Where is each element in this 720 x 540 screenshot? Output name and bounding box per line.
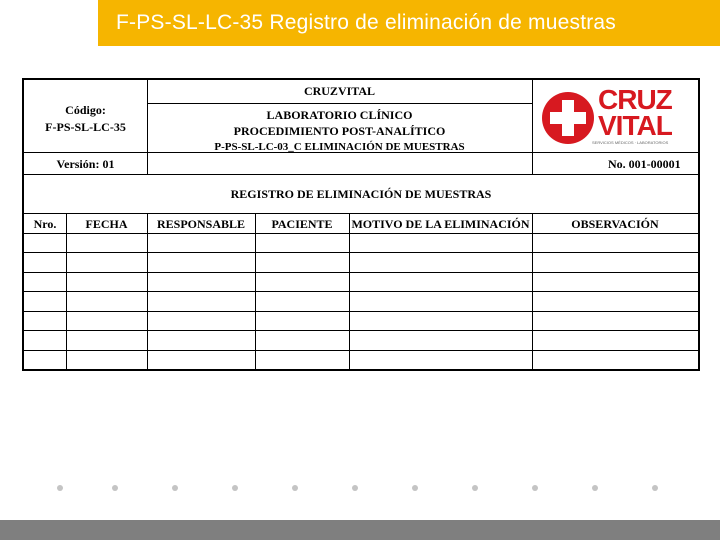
- column-header-motivo: MOTIVO DE LA ELIMINACIÓN: [351, 217, 530, 231]
- title-bar: [98, 0, 720, 46]
- codigo-label: Código:: [65, 103, 106, 117]
- decorative-dot: [652, 485, 658, 491]
- decorative-dot: [412, 485, 418, 491]
- table-row: [24, 311, 698, 312]
- decorative-dot: [112, 485, 118, 491]
- page-title: F-PS-SL-LC-35 Registro de eliminación de muestras: [116, 11, 616, 34]
- table-row: [24, 291, 698, 292]
- table-row: [24, 233, 698, 234]
- elimination-form: [22, 78, 700, 371]
- registry-title: REGISTRO DE ELIMINACIÓN DE MUESTRAS: [230, 187, 492, 201]
- footer-bar: [0, 520, 720, 540]
- logo-word-cruz: CRUZ: [598, 84, 672, 115]
- logo-tagline: SERVICIOS MÉDICOS · LABORATORIOS: [592, 140, 669, 145]
- column-header-observacion: OBSERVACIÓN: [571, 217, 659, 231]
- codigo-value: F-PS-SL-LC-35: [45, 120, 126, 134]
- table-row: [24, 252, 698, 253]
- column-header-nro: Nro.: [33, 217, 57, 231]
- column-header-paciente: PACIENTE: [271, 217, 333, 231]
- company-name: CRUZVITAL: [303, 84, 376, 98]
- decorative-dot: [352, 485, 358, 491]
- document-number: No. 001-00001: [608, 157, 681, 171]
- table-row: [24, 272, 698, 273]
- decorative-dot: [57, 485, 63, 491]
- decorative-dot: [592, 485, 598, 491]
- table-row: [24, 350, 698, 351]
- column-header-responsable: RESPONSABLE: [156, 217, 246, 231]
- logo-word-vital: VITAL: [598, 110, 672, 141]
- decorative-dot: [472, 485, 478, 491]
- column-header-fecha: FECHA: [85, 217, 128, 231]
- divider: [147, 103, 532, 104]
- decorative-dot: [292, 485, 298, 491]
- cruz-vital-logo: [540, 84, 696, 146]
- decorative-dot: [532, 485, 538, 491]
- divider: [532, 80, 533, 174]
- procedure-title: PROCEDIMIENTO POST-ANALÍTICO: [233, 124, 446, 138]
- procedure-code: P-PS-SL-LC-03_C ELIMINACIÓN DE MUESTRAS: [214, 141, 465, 153]
- lab-title: LABORATORIO CLÍNICO: [266, 108, 413, 122]
- table-row: [24, 330, 698, 331]
- divider: [24, 174, 698, 175]
- version-label: Versión: 01: [56, 157, 115, 171]
- decorative-dot: [232, 485, 238, 491]
- elimination-table: [24, 213, 698, 369]
- decorative-dot: [172, 485, 178, 491]
